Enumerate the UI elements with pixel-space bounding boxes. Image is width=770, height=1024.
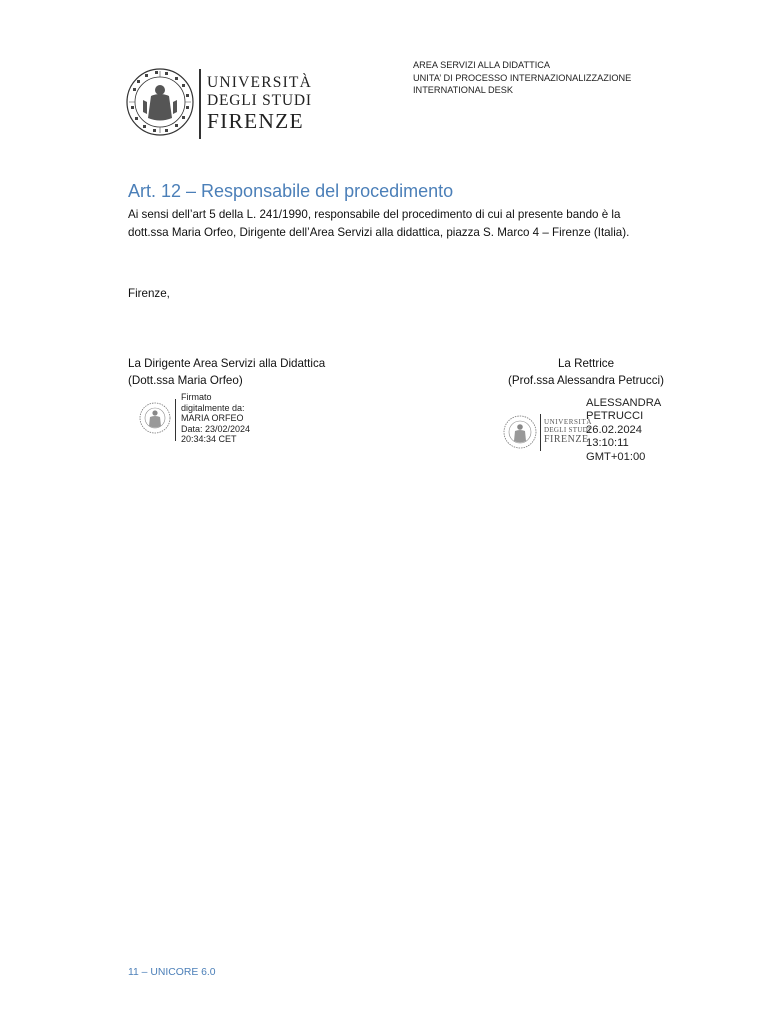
right-signer-name: (Prof.ssa Alessandra Petrucci) (508, 374, 664, 387)
body-line: Ai sensi dell’art 5 della L. 241/1990, responsabile del procedimento di cui al presente bando è la (128, 208, 621, 221)
left-signer-name: (Dott.ssa Maria Orfeo) (128, 374, 243, 387)
body-line: dott.ssa Maria Orfeo, Dirigente dell’Area Servizi alla didattica, piazza S. Marco 4 – Firenze (Italia). (128, 226, 630, 239)
office-line: AREA SERVIZI ALLA DIDATTICA (413, 60, 551, 70)
article-body (128, 206, 698, 242)
place-line: Firenze, (128, 287, 170, 300)
digital-signature-seal-icon (503, 414, 537, 450)
left-signer-role: La Dirigente Area Servizi alla Didattica (128, 357, 326, 370)
university-seal-logo (125, 66, 195, 138)
stamp-divider (540, 414, 541, 451)
stamp-wordmark-line-2: DEGLI STUDI (544, 426, 591, 434)
wordmark-line-1: UNIVERSITÀ (207, 74, 312, 91)
stamp-wordmark-line-3: FIRENZE (544, 434, 589, 445)
stamp-line: MARIA ORFEO (181, 413, 244, 423)
stamp-line: PETRUCCI (586, 410, 644, 423)
university-wordmark (207, 75, 312, 133)
stamp-line: digitalmente da: (181, 402, 245, 413)
stamp-line: 26.02.2024 (586, 423, 642, 436)
office-header (413, 59, 631, 97)
office-line: UNITA’ DI PROCESSO INTERNAZIONALIZZAZIONE (413, 72, 632, 83)
wordmark-line-3: FIRENZE (207, 109, 304, 133)
right-digital-stamp-text (586, 397, 661, 464)
left-signature-block (128, 355, 325, 389)
article-title: Art. 12 – Responsabile del procedimento (128, 181, 454, 201)
stamp-divider (175, 399, 176, 441)
stamp-line: 13:10:11 (586, 437, 629, 450)
right-signer-role: La Rettrice (557, 357, 615, 370)
stamp-line: GMT+01:00 (586, 450, 646, 463)
stamp-line: 20:34:34 CET (181, 434, 237, 444)
wordmark-line-2: DEGLI STUDI (207, 91, 312, 109)
office-line: INTERNATIONAL DESK (413, 85, 514, 96)
stamp-wordmark-line-1: UNIVERSITÀ (544, 418, 592, 426)
stamp-line: ALESSANDRA (586, 397, 662, 409)
right-signature-block (500, 355, 672, 389)
stamp-line: Firmato (181, 392, 212, 402)
stamp-university-wordmark (544, 419, 592, 445)
logo-divider (199, 69, 201, 139)
page-footer: 11 – UNICORE 6.0 (128, 967, 216, 978)
stamp-line: Data: 23/02/2024 (181, 423, 251, 434)
left-digital-stamp-text (181, 392, 250, 445)
digital-signature-seal-icon (139, 401, 171, 435)
